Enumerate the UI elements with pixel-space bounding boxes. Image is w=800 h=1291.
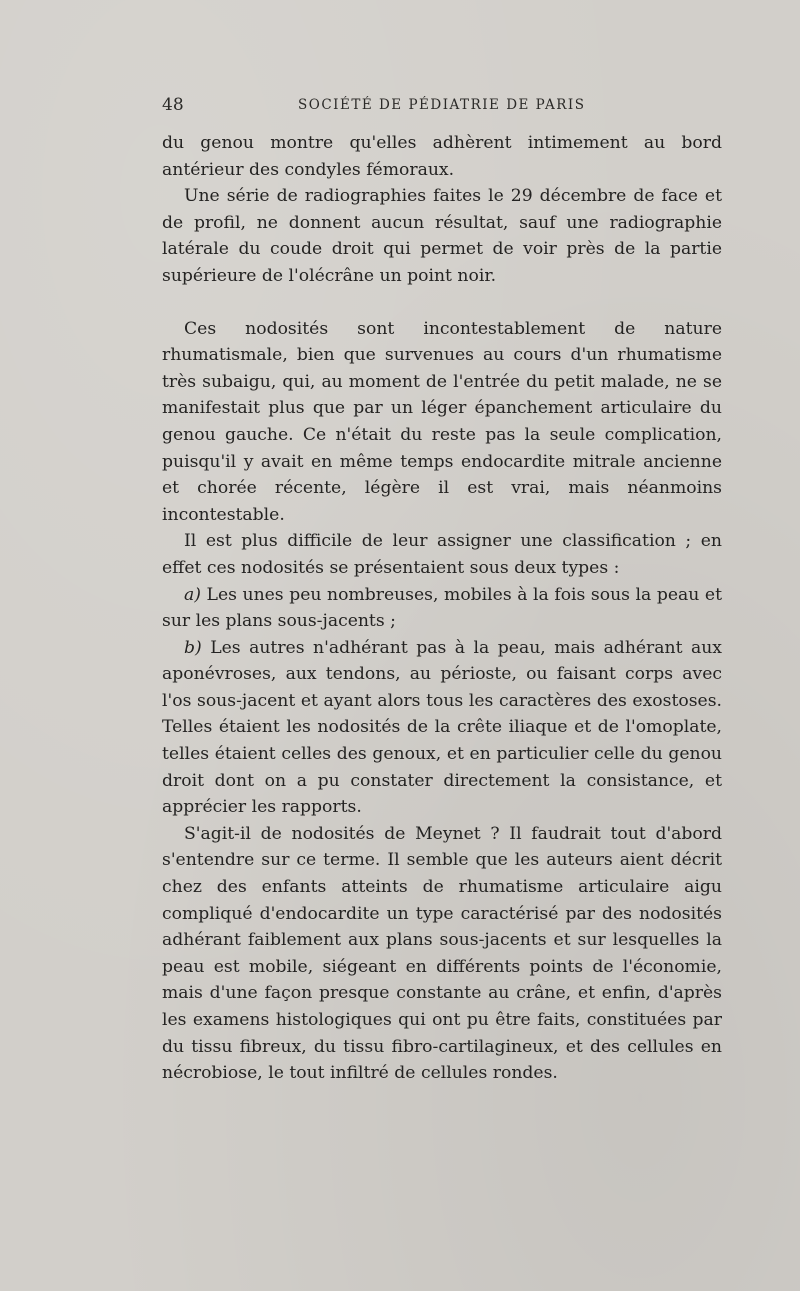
page-number: 48 (162, 95, 184, 115)
paragraph-classification: Il est plus difficile de leur assigner une classification ; en effet ces nodosités se présentaient sous deux types : (162, 531, 722, 578)
body-text (162, 130, 722, 1087)
list-text-b: Les autres n'adhérant pas à la peau, mais adhérant aux aponévroses, aux tendons, au périoste, ou faisant corps avec l'os sous-jacent et ayant alors tous les caractères des exostoses. Telles étaient les nodosités de la crête iliaque et de l'omoplate, telles étaient celles des genoux, et en particulier celle du genou droit dont on a pu constater directement la consistance, et apprécier les rapports. (162, 637, 722, 818)
list-text-a: Les unes peu nombreuses, mobiles à la fois sous la peau et sur les plans sous-jacents ; (162, 584, 722, 632)
page-header (162, 95, 722, 121)
running-title: SOCIÉTÉ DE PÉDIATRIE DE PARIS (298, 97, 586, 113)
paragraph-continuation: du genou montre qu'elles adhèrent intimement au bord antérieur des condyles fémoraux. (162, 133, 722, 180)
paragraph-meynet: S'agit-il de nodosités de Meynet ? Il faudrait tout d'abord s'entendre sur ce terme. Il semble que les auteurs aient décrit chez des enfants atteints de rhumatisme articulaire aigu compliqué d'endocardite un type caractérisé par des nodosités adhérant faiblement aux plans sous-jacents et sur lesquelles la peau est mobile, siégeant en différents points de l'économie, mais d'une façon presque constante au crâne, et enfin, d'après les examens histologiques qui ont pu être faits, constituées par du tissu fibreux, du tissu fibro-cartilagineux, et des cellules en nécrobiose, le tout infiltré de cellules rondes. (162, 823, 722, 1084)
paragraph-nodosites-rhumatismales: Ces nodosités sont incontestablement de nature rhumatismale, bien que survenues au cours d'un rhumatisme très subaigu, qui, au moment de l'entrée du petit malade, ne se manifestait plus que par un léger épanchement articulaire du genou gauche. Ce n'était du reste pas la seule complication, puisqu'il y avait en même temps endocardite mitrale ancienne et chorée récente, légère il est vrai, mais néanmoins incontestable. (162, 318, 722, 525)
list-marker-a: a) (184, 584, 201, 605)
list-item-b (162, 635, 722, 821)
paragraph-radiographies: Une série de radiographies faites le 29 décembre de face et de profil, ne donnent aucun résultat, sauf une radiographie latérale du coude droit qui permet de voir près de la partie supérieure de l'olécrâne un point noir. (162, 186, 722, 286)
list-item-a (162, 582, 722, 635)
list-marker-b: b) (184, 637, 202, 658)
